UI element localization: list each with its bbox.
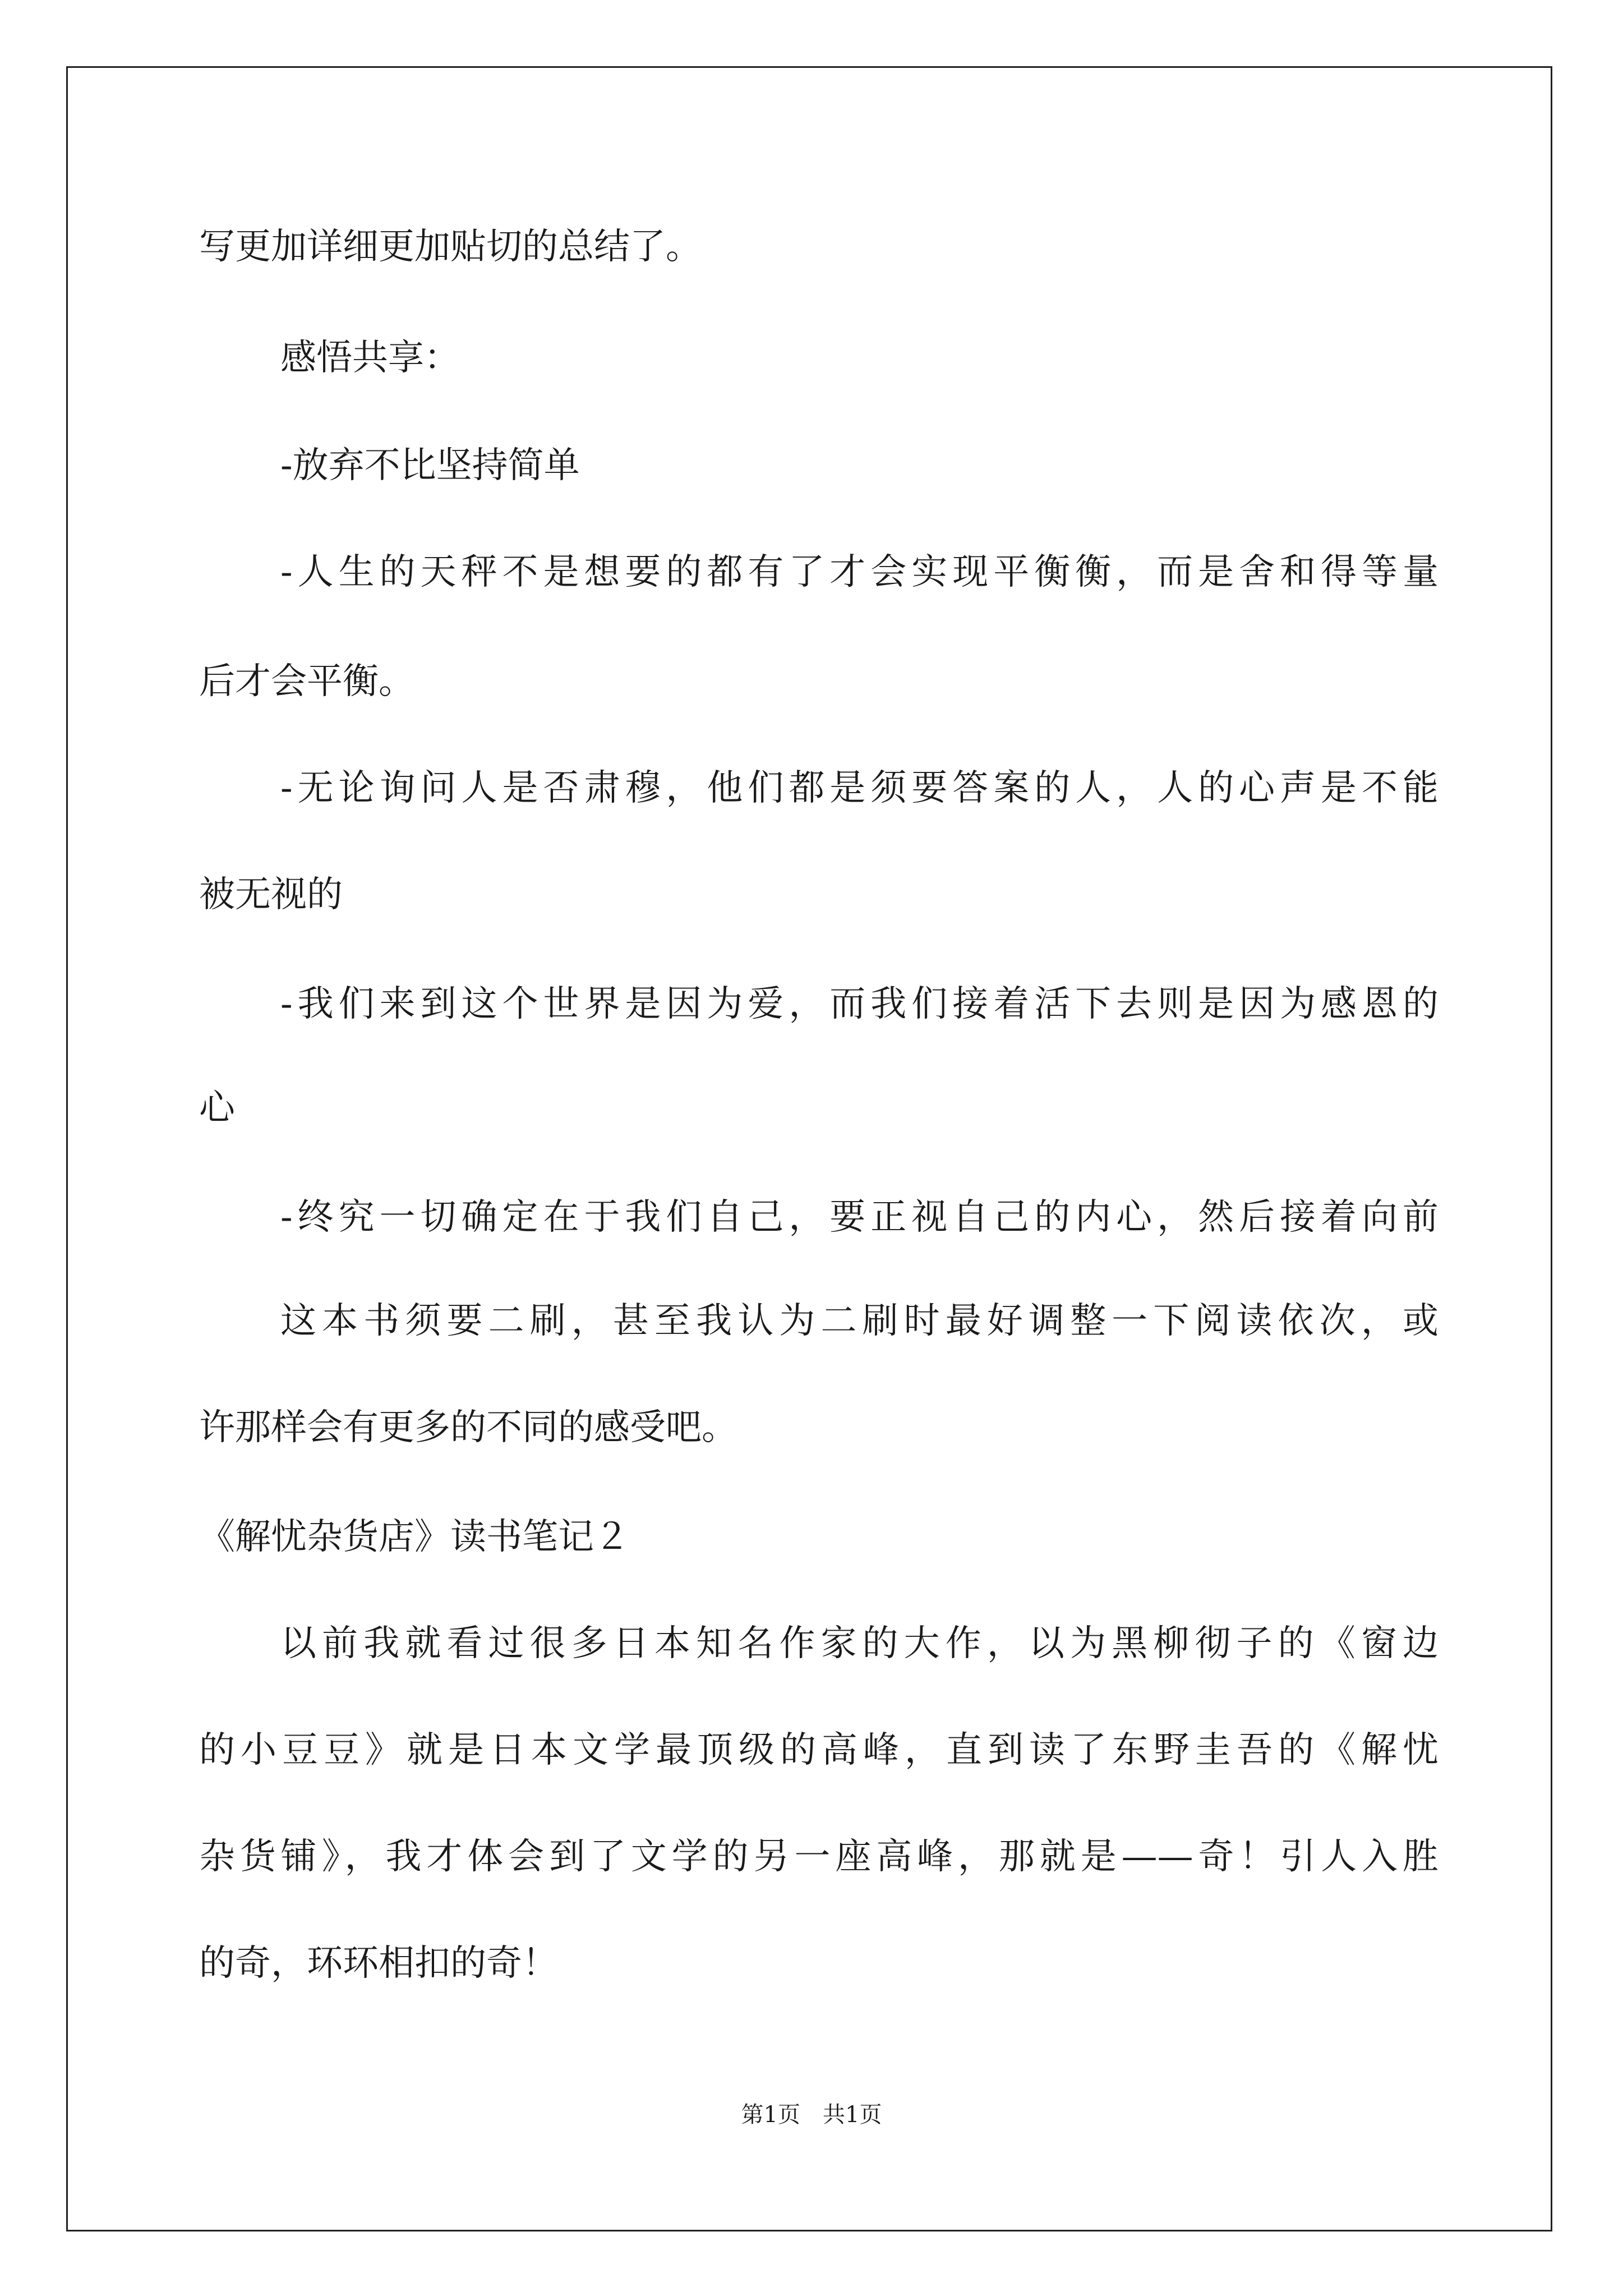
list-item: -终究一切确定在于我们自己，要正视自己的内心，然后接着向前 bbox=[280, 1197, 1438, 1238]
paragraph-line: 的奇，环环相扣的奇！ bbox=[199, 1943, 558, 1984]
paragraph-line: 这本书须要二刷，甚至我认为二刷时最好调整一下阅读依次，或 bbox=[280, 1300, 1438, 1342]
paragraph-line: 以前我就看过很多日本知名作家的大作，以为黑柳彻子的《窗边 bbox=[280, 1623, 1438, 1664]
paragraph-line: 的小豆豆》就是日本文学最顶级的高峰，直到读了东野圭吾的《解忧 bbox=[199, 1729, 1438, 1771]
section-title: 《解忧杂货店》读书笔记２ bbox=[199, 1516, 630, 1558]
list-item-continuation: 被无视的 bbox=[199, 874, 343, 915]
paragraph-line: 杂货铺》，我才体会到了文学的另一座高峰，那就是——奇！引人入胜 bbox=[199, 1836, 1438, 1878]
section-heading: 感悟共享： bbox=[280, 337, 460, 379]
list-item: -人生的天秤不是想要的都有了才会实现平衡衡，而是舍和得等量 bbox=[280, 551, 1438, 593]
list-item: -无论询问人是否肃穆，他们都是须要答案的人，人的心声是不能 bbox=[280, 767, 1438, 809]
paragraph-line: 写更加详细更加贴切的总结了。 bbox=[199, 226, 702, 268]
paragraph-line: 许那样会有更多的不同的感受吧。 bbox=[199, 1407, 737, 1448]
list-item-continuation: 后才会平衡。 bbox=[199, 661, 414, 702]
list-item: -我们来到这个世界是因为爱，而我们接着活下去则是因为感恩的 bbox=[280, 983, 1438, 1025]
page-number-footer: 第1页 共1页 bbox=[741, 2102, 882, 2128]
page-border bbox=[66, 66, 1552, 2231]
list-item: -放弃不比坚持简单 bbox=[280, 445, 580, 486]
list-item-continuation: 心 bbox=[199, 1087, 235, 1129]
